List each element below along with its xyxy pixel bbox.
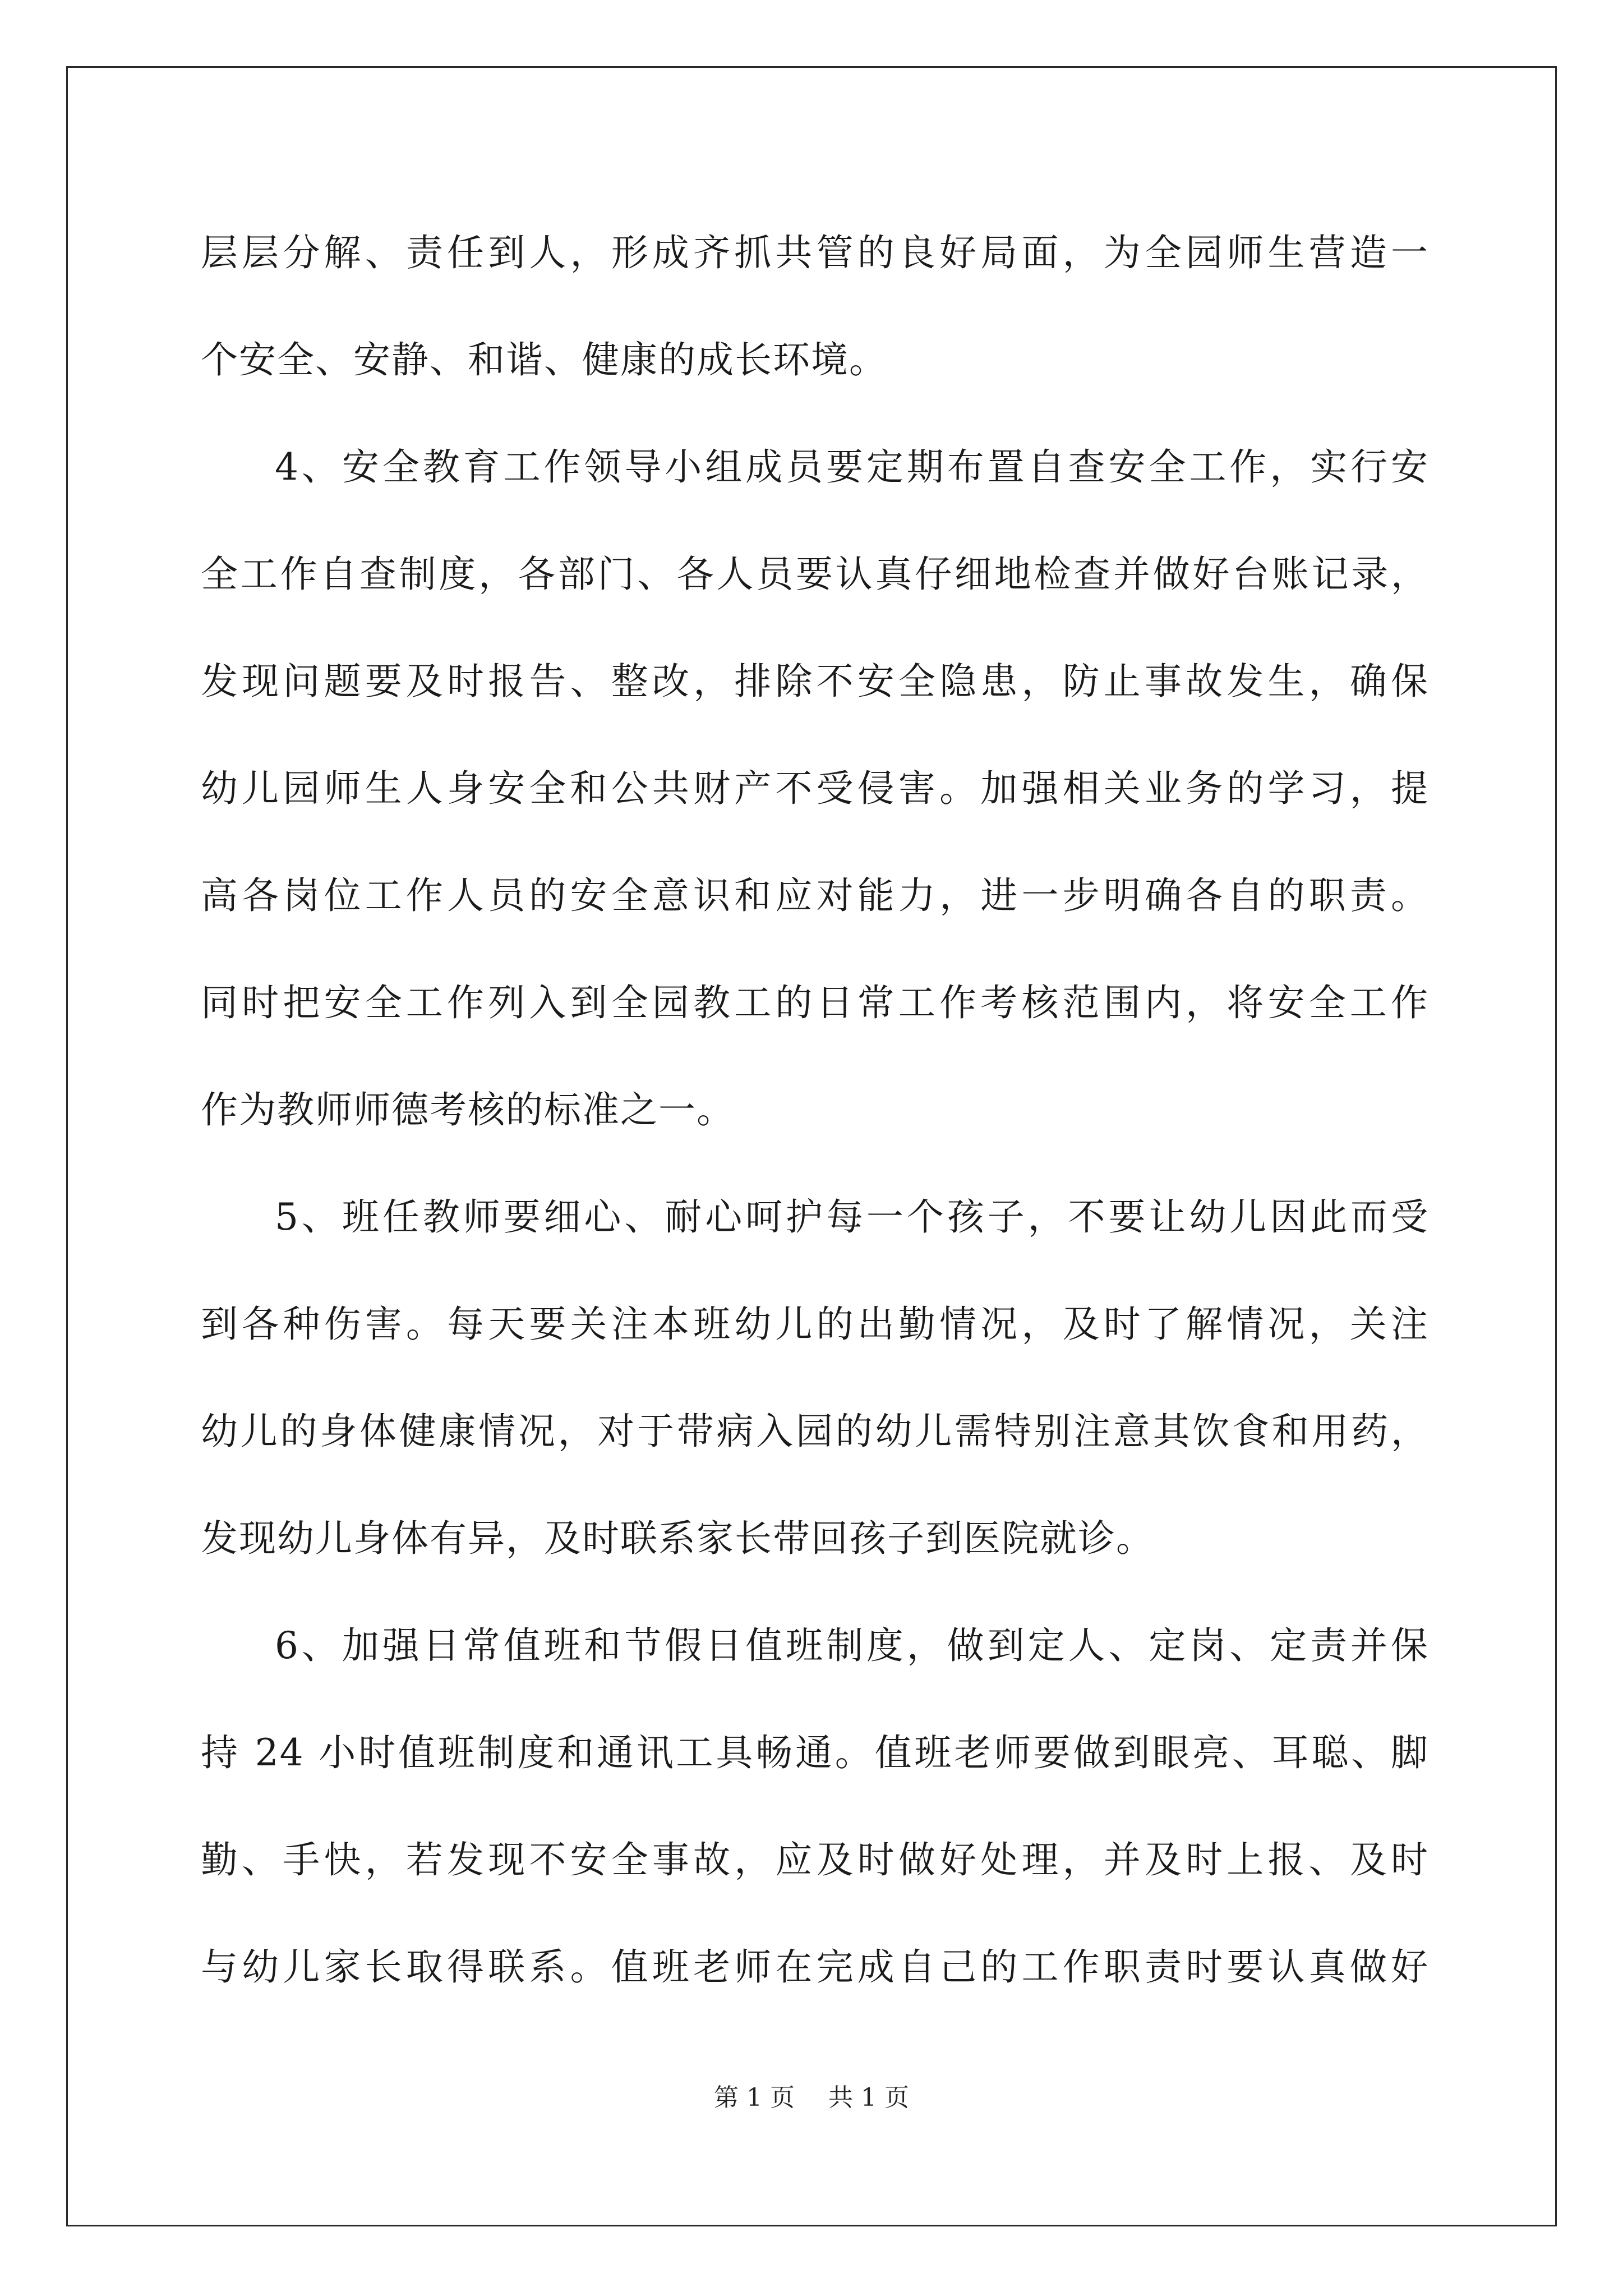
paragraph-start-line: 5、班任教师要细心、耐心呵护每一个孩子，不要让幼儿因此而受 [275,1195,1429,1239]
text-line: 全工作自查制度，各部门、各人员要认真仔细地检查并做好台账记录， [201,553,1429,596]
text-line: 幼儿园师生人身安全和公共财产不受侵害。加强相关业务的学习，提 [201,767,1429,810]
text-line: 到各种伤害。每天要关注本班幼儿的出勤情况，及时了解情况，关注 [201,1303,1429,1346]
text-line: 作为教师师德考核的标准之一。 [201,1088,735,1131]
paragraph-start-line: 4、安全教育工作领导小组成员要定期布置自查安全工作，实行安 [275,445,1429,489]
text-line: 与幼儿家长取得联系。值班老师在完成自己的工作职责时要认真做好 [201,1945,1429,1989]
paragraph-start-line: 6、加强日常值班和节假日值班制度，做到定人、定岗、定责并保 [275,1624,1429,1667]
text-line: 发现问题要及时报告、整改，排除不安全隐患，防止事故发生，确保 [201,660,1429,703]
text-line: 勤、手快，若发现不安全事故，应及时做好处理，并及时上报、及时 [201,1838,1429,1881]
text-line: 个安全、安静、和谐、健康的成长环境。 [201,338,887,381]
page-number-total: 共 1 页 [828,2083,909,2112]
page-footer [0,2081,1623,2115]
text-line: 高各岗位工作人员的安全意识和应对能力，进一步明确各自的职责。 [201,874,1429,917]
text-line: 同时把安全工作列入到全园教工的日常工作考核范围内，将安全工作 [201,981,1429,1024]
document-body [201,199,1429,2021]
text-line: 幼儿的身体健康情况，对于带病入园的幼儿需特别注意其饮食和用药， [201,1410,1429,1453]
text-line: 发现幼儿身体有异，及时联系家长带回孩子到医院就诊。 [201,1517,1154,1560]
text-line: 持 24 小时值班制度和通讯工具畅通。值班老师要做到眼亮、耳聪、脚 [201,1731,1429,1774]
page-number-current: 第 1 页 [714,2083,795,2112]
text-line: 层层分解、责任到人，形成齐抓共管的良好局面，为全园师生营造一 [201,231,1429,274]
